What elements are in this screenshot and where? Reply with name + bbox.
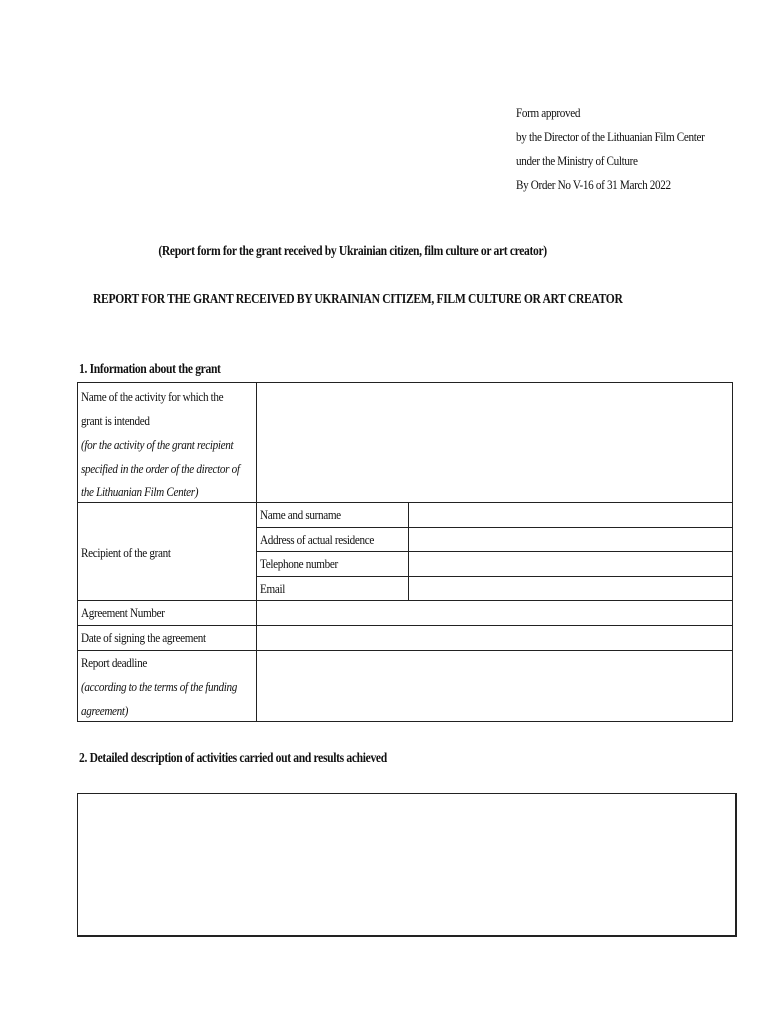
- address-input[interactable]: [410, 529, 731, 550]
- section-2-heading: 2. Detailed description of activities carried out and results achieved: [79, 750, 387, 765]
- agreement-number-label: Agreement Number: [81, 605, 165, 620]
- activity-note: (for the activity of the grant recipient: [81, 437, 234, 452]
- activity-note: specified in the order of the director of: [81, 461, 240, 476]
- approval-line: By Order No V-16 of 31 March 2022: [516, 177, 671, 192]
- deadline-note: (according to the terms of the funding: [81, 679, 238, 694]
- recipient-field-label: Email: [260, 581, 285, 596]
- form-title: REPORT FOR THE GRANT RECEIVED BY UKRAINIAN CITIZEM, FILM CULTURE OR ART CREATOR: [93, 291, 623, 306]
- table-border: [77, 600, 733, 601]
- activity-input[interactable]: [258, 384, 731, 501]
- approval-line: Form approved: [516, 105, 581, 120]
- deadline-input[interactable]: [258, 652, 731, 720]
- activity-label: grant is intended: [81, 413, 150, 428]
- name-surname-input[interactable]: [410, 504, 731, 526]
- recipient-field-label: Telephone number: [260, 556, 338, 571]
- approval-block: [516, 101, 705, 197]
- table-border: [77, 650, 733, 651]
- table-border: [732, 382, 733, 722]
- table-border: [77, 721, 733, 722]
- grant-info-table: [77, 382, 733, 722]
- activity-note: the Lithuanian Film Center): [81, 484, 199, 499]
- approval-line: under the Ministry of Culture: [516, 153, 638, 168]
- date-signing-input[interactable]: [258, 627, 731, 649]
- form-subtitle: (Report form for the grant received by Ukrainian citizen, film culture or art creator): [158, 243, 547, 258]
- table-border: [408, 502, 409, 600]
- recipient-field-label: Name and surname: [260, 507, 341, 522]
- table-border: [256, 382, 257, 722]
- recipient-field-label: Address of actual residence: [260, 532, 374, 547]
- section-1-heading: 1. Information about the grant: [79, 361, 221, 376]
- table-border: [77, 382, 733, 383]
- table-border: [257, 576, 733, 577]
- table-border: [77, 382, 78, 722]
- email-input[interactable]: [410, 578, 731, 599]
- agreement-number-input[interactable]: [258, 602, 731, 624]
- deadline-note: agreement): [81, 703, 129, 718]
- recipient-label: Recipient of the grant: [81, 545, 171, 560]
- telephone-input[interactable]: [410, 553, 731, 575]
- activity-label: Name of the activity for which the: [81, 389, 224, 404]
- date-signing-label: Date of signing the agreement: [81, 630, 206, 645]
- activities-description-field[interactable]: [77, 793, 737, 937]
- approval-line: by the Director of the Lithuanian Film Center: [516, 129, 705, 144]
- deadline-label: Report deadline: [81, 655, 147, 670]
